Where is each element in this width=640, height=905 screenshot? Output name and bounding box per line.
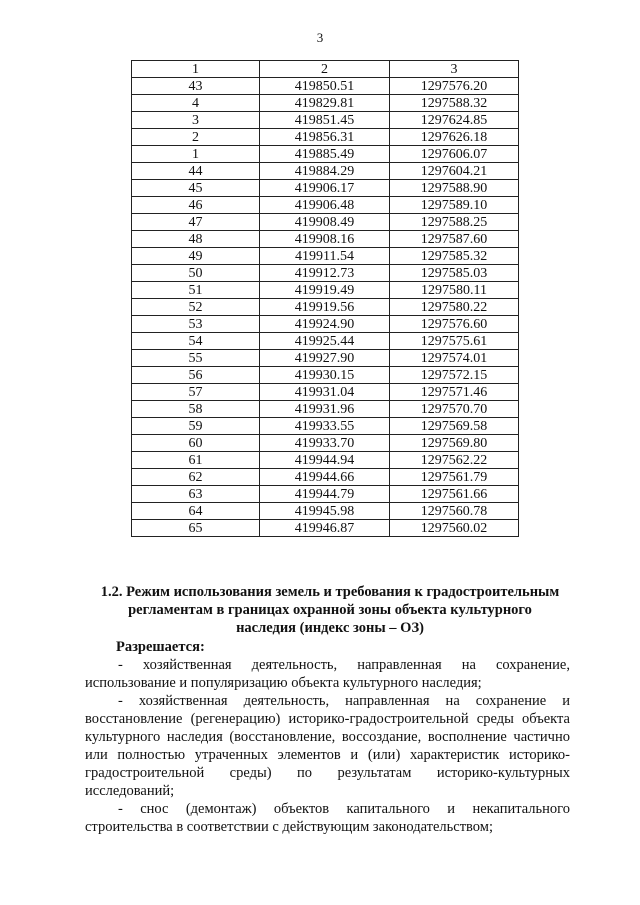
column-header-x: 2 bbox=[260, 61, 390, 78]
table-row bbox=[132, 452, 519, 469]
cell-point-number: 48 bbox=[132, 231, 260, 248]
cell-point-number: 60 bbox=[132, 435, 260, 452]
cell-point-number: 64 bbox=[132, 503, 260, 520]
cell-point-number: 59 bbox=[132, 418, 260, 435]
cell-point-number: 54 bbox=[132, 333, 260, 350]
column-header-point: 1 bbox=[132, 61, 260, 78]
cell-y-coordinate: 1297588.90 bbox=[390, 180, 519, 197]
table-row bbox=[132, 350, 519, 367]
cell-x-coordinate: 419911.54 bbox=[260, 248, 390, 265]
cell-point-number: 62 bbox=[132, 469, 260, 486]
cell-y-coordinate: 1297572.15 bbox=[390, 367, 519, 384]
table-row bbox=[132, 248, 519, 265]
table-row bbox=[132, 163, 519, 180]
cell-x-coordinate: 419925.44 bbox=[260, 333, 390, 350]
cell-x-coordinate: 419933.70 bbox=[260, 435, 390, 452]
section-heading-line: наследия (индекс зоны – ОЗ) bbox=[236, 620, 424, 636]
table-row bbox=[132, 231, 519, 248]
cell-y-coordinate: 1297624.85 bbox=[390, 112, 519, 129]
cell-y-coordinate: 1297589.10 bbox=[390, 197, 519, 214]
cell-point-number: 49 bbox=[132, 248, 260, 265]
cell-y-coordinate: 1297585.03 bbox=[390, 265, 519, 282]
cell-x-coordinate: 419931.04 bbox=[260, 384, 390, 401]
list-item: - хозяйственная деятельность, направленная на сохранение и восстановление (регенерацию) историко-градостроительной среды объекта культурного наследия (восстановление, воссоздание, восполнение частично или полностью утраченных элементов и (или) характеристик историко-градостроительной среды) по результатам историко-культурных исследований; bbox=[85, 693, 570, 799]
table-row bbox=[132, 129, 519, 146]
cell-y-coordinate: 1297574.01 bbox=[390, 350, 519, 367]
cell-point-number: 63 bbox=[132, 486, 260, 503]
list-item: - хозяйственная деятельность, направленная на сохранение, использование и популяризацию объекта культурного наследия; bbox=[85, 657, 570, 691]
table-header-row bbox=[132, 61, 519, 78]
cell-x-coordinate: 419912.73 bbox=[260, 265, 390, 282]
cell-x-coordinate: 419944.66 bbox=[260, 469, 390, 486]
table-row bbox=[132, 384, 519, 401]
cell-point-number: 56 bbox=[132, 367, 260, 384]
cell-x-coordinate: 419906.48 bbox=[260, 197, 390, 214]
table-row bbox=[132, 282, 519, 299]
cell-y-coordinate: 1297587.60 bbox=[390, 231, 519, 248]
table-row bbox=[132, 197, 519, 214]
allowed-label: Разрешается: bbox=[116, 639, 205, 655]
cell-y-coordinate: 1297576.60 bbox=[390, 316, 519, 333]
cell-x-coordinate: 419919.56 bbox=[260, 299, 390, 316]
cell-point-number: 65 bbox=[132, 520, 260, 537]
cell-point-number: 43 bbox=[132, 78, 260, 95]
section-heading-line: регламентам в границах охранной зоны объекта культурного bbox=[128, 602, 532, 618]
cell-x-coordinate: 419927.90 bbox=[260, 350, 390, 367]
table-row bbox=[132, 78, 519, 95]
cell-y-coordinate: 1297561.79 bbox=[390, 469, 519, 486]
cell-y-coordinate: 1297588.25 bbox=[390, 214, 519, 231]
cell-y-coordinate: 1297569.58 bbox=[390, 418, 519, 435]
cell-y-coordinate: 1297604.21 bbox=[390, 163, 519, 180]
coordinates-table bbox=[131, 60, 519, 537]
cell-point-number: 61 bbox=[132, 452, 260, 469]
cell-y-coordinate: 1297575.61 bbox=[390, 333, 519, 350]
cell-x-coordinate: 419906.17 bbox=[260, 180, 390, 197]
table-row bbox=[132, 112, 519, 129]
cell-x-coordinate: 419946.87 bbox=[260, 520, 390, 537]
cell-x-coordinate: 419850.51 bbox=[260, 78, 390, 95]
cell-y-coordinate: 1297562.22 bbox=[390, 452, 519, 469]
cell-x-coordinate: 419945.98 bbox=[260, 503, 390, 520]
cell-y-coordinate: 1297560.02 bbox=[390, 520, 519, 537]
table-row bbox=[132, 316, 519, 333]
table-row bbox=[132, 214, 519, 231]
cell-point-number: 45 bbox=[132, 180, 260, 197]
table-row bbox=[132, 401, 519, 418]
cell-point-number: 47 bbox=[132, 214, 260, 231]
cell-y-coordinate: 1297576.20 bbox=[390, 78, 519, 95]
section-heading bbox=[90, 583, 570, 637]
cell-point-number: 55 bbox=[132, 350, 260, 367]
page-number: 3 bbox=[316, 30, 324, 45]
cell-y-coordinate: 1297606.07 bbox=[390, 146, 519, 163]
cell-point-number: 51 bbox=[132, 282, 260, 299]
cell-y-coordinate: 1297571.46 bbox=[390, 384, 519, 401]
cell-point-number: 4 bbox=[132, 95, 260, 112]
cell-x-coordinate: 419885.49 bbox=[260, 146, 390, 163]
cell-y-coordinate: 1297560.78 bbox=[390, 503, 519, 520]
list-item: - снос (демонтаж) объектов капитального и некапитального строительства в соответствии с действующим законодательством; bbox=[85, 801, 570, 835]
table-row bbox=[132, 435, 519, 452]
cell-x-coordinate: 419919.49 bbox=[260, 282, 390, 299]
cell-x-coordinate: 419829.81 bbox=[260, 95, 390, 112]
cell-x-coordinate: 419933.55 bbox=[260, 418, 390, 435]
cell-x-coordinate: 419908.49 bbox=[260, 214, 390, 231]
table-row bbox=[132, 333, 519, 350]
cell-point-number: 52 bbox=[132, 299, 260, 316]
table-row bbox=[132, 503, 519, 520]
cell-point-number: 44 bbox=[132, 163, 260, 180]
cell-y-coordinate: 1297580.22 bbox=[390, 299, 519, 316]
table-row bbox=[132, 265, 519, 282]
table-row bbox=[132, 180, 519, 197]
cell-y-coordinate: 1297626.18 bbox=[390, 129, 519, 146]
cell-y-coordinate: 1297580.11 bbox=[390, 282, 519, 299]
cell-y-coordinate: 1297569.80 bbox=[390, 435, 519, 452]
allowed-list bbox=[85, 656, 570, 836]
cell-y-coordinate: 1297570.70 bbox=[390, 401, 519, 418]
cell-x-coordinate: 419908.16 bbox=[260, 231, 390, 248]
table-row bbox=[132, 486, 519, 503]
cell-x-coordinate: 419930.15 bbox=[260, 367, 390, 384]
cell-y-coordinate: 1297585.32 bbox=[390, 248, 519, 265]
cell-point-number: 3 bbox=[132, 112, 260, 129]
cell-x-coordinate: 419851.45 bbox=[260, 112, 390, 129]
table-row bbox=[132, 520, 519, 537]
cell-point-number: 50 bbox=[132, 265, 260, 282]
cell-point-number: 53 bbox=[132, 316, 260, 333]
table-body bbox=[132, 78, 519, 537]
cell-x-coordinate: 419931.96 bbox=[260, 401, 390, 418]
cell-x-coordinate: 419924.90 bbox=[260, 316, 390, 333]
table-row bbox=[132, 299, 519, 316]
cell-x-coordinate: 419944.94 bbox=[260, 452, 390, 469]
cell-x-coordinate: 419944.79 bbox=[260, 486, 390, 503]
table-row bbox=[132, 469, 519, 486]
cell-point-number: 46 bbox=[132, 197, 260, 214]
table-row bbox=[132, 418, 519, 435]
column-header-y: 3 bbox=[390, 61, 519, 78]
cell-x-coordinate: 419884.29 bbox=[260, 163, 390, 180]
cell-point-number: 2 bbox=[132, 129, 260, 146]
table-row bbox=[132, 95, 519, 112]
cell-y-coordinate: 1297588.32 bbox=[390, 95, 519, 112]
cell-x-coordinate: 419856.31 bbox=[260, 129, 390, 146]
table-row bbox=[132, 146, 519, 163]
cell-point-number: 58 bbox=[132, 401, 260, 418]
table-row bbox=[132, 367, 519, 384]
cell-point-number: 1 bbox=[132, 146, 260, 163]
cell-y-coordinate: 1297561.66 bbox=[390, 486, 519, 503]
section-heading-line: 1.2. Режим использования земель и требования к градостроительным bbox=[100, 584, 560, 600]
cell-point-number: 57 bbox=[132, 384, 260, 401]
